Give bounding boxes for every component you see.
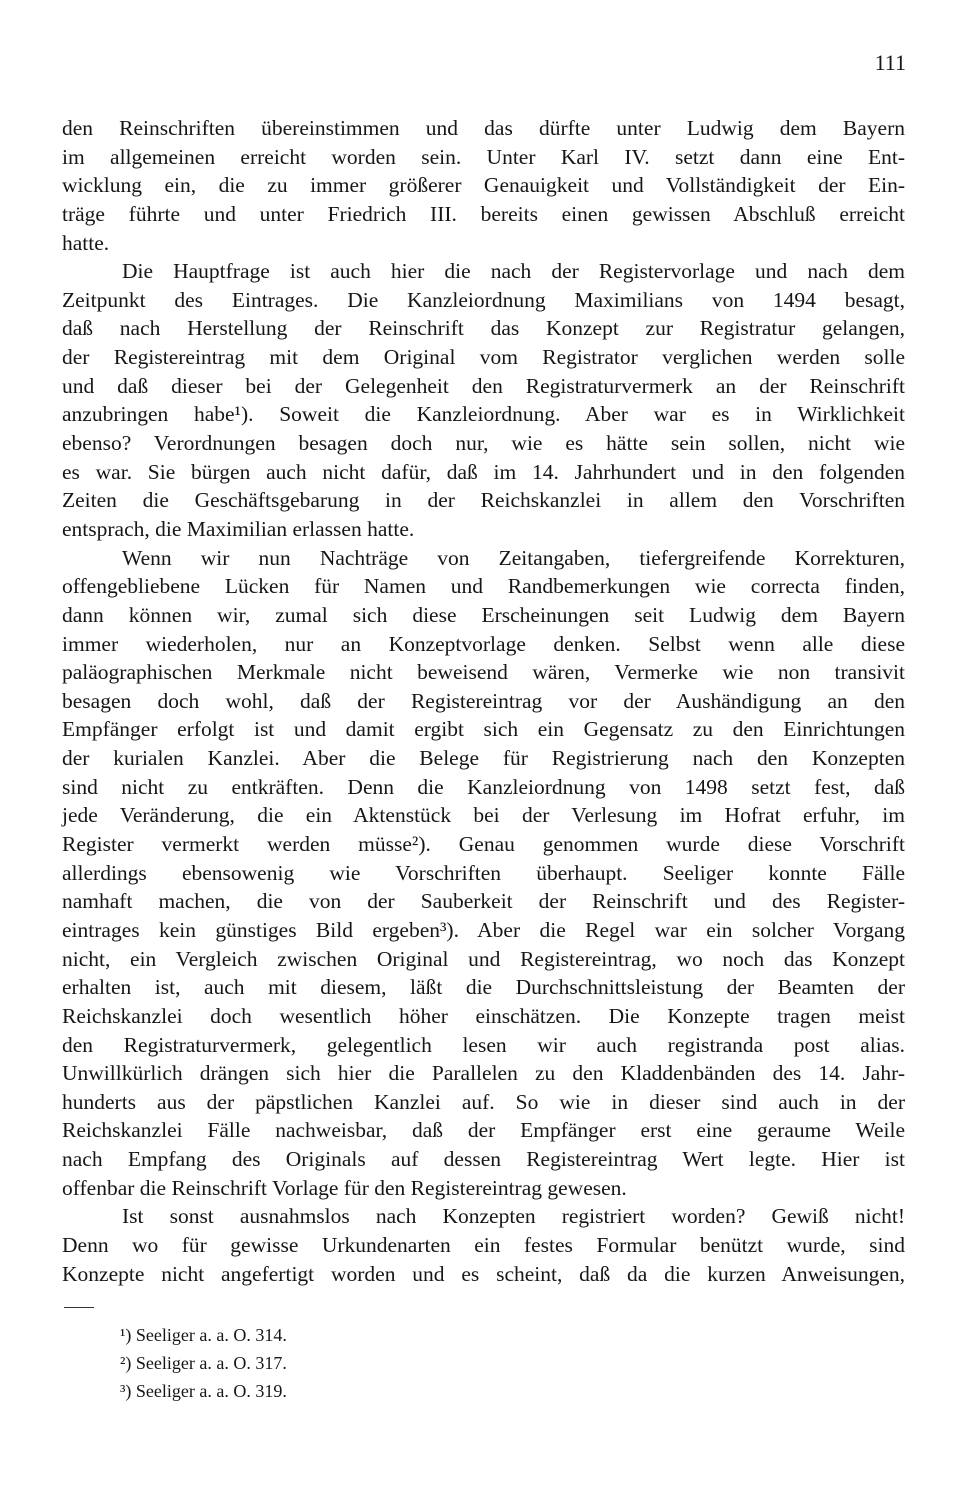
- text-line: Zeitpunkt des Eintrages. Die Kanzleiordnung Maximilians von 1494 besagt,: [62, 287, 905, 312]
- text-line: dann können wir, zumal sich diese Erscheinungen seit Ludwig dem Bayern: [62, 602, 905, 627]
- text-line: Empfänger erfolgt ist und damit ergibt sich ein Gegensatz zu den Einrichtungen: [62, 717, 905, 742]
- text-line: jede Veränderung, die ein Aktenstück bei der Verlesung im Hofrat erfuhr, im: [62, 803, 905, 828]
- text-line: der kurialen Kanzlei. Aber die Belege für Registrierung nach den Konzepten: [62, 746, 905, 771]
- text-line: der Registereintrag mit dem Original vom Registrator verglichen werden solle: [62, 345, 905, 370]
- text-line: und daß dieser bei der Gelegenheit den Registraturvermerk an der Reinschrift: [62, 373, 905, 398]
- text-line: ebenso? Verordnungen besagen doch nur, wie es hätte sein sollen, nicht wie: [62, 431, 905, 456]
- footnotes: [120, 1321, 287, 1405]
- text-line: Reichskanzlei Fälle nachweisbar, daß der Empfänger erst eine geraume Weile: [62, 1118, 905, 1143]
- text-line: Register vermerkt werden müsse²). Genau genommen wurde diese Vorschrift: [62, 832, 905, 857]
- text-line: anzubringen habe¹). Soweit die Kanzleiordnung. Aber war es in Wirklichkeit: [62, 402, 905, 427]
- text-line: träge führte und unter Friedrich III. bereits einen gewissen Abschluß erreicht: [62, 201, 905, 226]
- footnote-1: ¹) Seeliger a. a. O. 314.: [120, 1325, 287, 1345]
- text-line: hunderts aus der päpstlichen Kanzlei auf. So wie in dieser sind auch in der: [62, 1089, 905, 1114]
- text-line: hatte.: [62, 230, 110, 255]
- footnote-2: ²) Seeliger a. a. O. 317.: [120, 1353, 287, 1373]
- text-line: eintrages kein günstiges Bild ergeben³). Aber die Regel war ein solcher Vorgang: [62, 917, 905, 942]
- text-line: Zeiten die Geschäftsgebarung in der Reichskanzlei in allem den Vorschriften: [62, 488, 905, 513]
- text-line: nach Empfang des Originals auf dessen Registereintrag Wert legte. Hier ist: [62, 1147, 905, 1172]
- text-line: entsprach, die Maximilian erlassen hatte.: [62, 516, 415, 541]
- text-line: im allgemeinen erreicht worden sein. Unter Karl IV. setzt dann eine Ent-: [62, 144, 905, 169]
- text-line: immer wiederholen, nur an Konzeptvorlage denken. Selbst wenn alle diese: [62, 631, 905, 656]
- text-line: offengebliebene Lücken für Namen und Randbemerkungen wie correcta finden,: [62, 574, 905, 599]
- text-line: Reichskanzlei doch wesentlich höher einschätzen. Die Konzepte tragen meist: [62, 1003, 905, 1028]
- footnote-3: ³) Seeliger a. a. O. 319.: [120, 1381, 287, 1401]
- text-line: allerdings ebensowenig wie Vorschriften überhaupt. Seeliger konnte Fälle: [62, 860, 905, 885]
- text-line: Wenn wir nun Nachträge von Zeitangaben, tiefergreifende Korrekturen,: [122, 545, 905, 570]
- text-line: Unwillkürlich drängen sich hier die Parallelen zu den Kladdenbänden des 14. Jahr-: [62, 1061, 905, 1086]
- text-line: wicklung ein, die zu immer größerer Genauigkeit und Vollständigkeit der Ein-: [62, 173, 905, 198]
- text-line: Ist sonst ausnahmslos nach Konzepten registriert worden? Gewiß nicht!: [122, 1204, 905, 1229]
- text-line: es war. Sie bürgen auch nicht dafür, daß im 14. Jahrhundert und in den folgenden: [62, 459, 905, 484]
- text-line: nicht, ein Vergleich zwischen Original und Registereintrag, wo noch das Konzept: [62, 946, 905, 971]
- text-line: Die Hauptfrage ist auch hier die nach der Registervorlage und nach dem: [122, 259, 905, 284]
- text-line: daß nach Herstellung der Reinschrift das Konzept zur Registratur gelangen,: [62, 316, 905, 341]
- body-text: [62, 114, 905, 1288]
- text-line: erhalten ist, auch mit diesem, läßt die Durchschnittsleistung der Beamten der: [62, 975, 905, 1000]
- text-line: offenbar die Reinschrift Vorlage für den Registereintrag gewesen.: [62, 1175, 627, 1200]
- text-line: namhaft machen, die von der Sauberkeit der Reinschrift und des Register-: [62, 889, 905, 914]
- text-line: besagen doch wohl, daß der Registereintrag vor der Aushändigung an den: [62, 688, 905, 713]
- text-line: Konzepte nicht angefertigt worden und es scheint, daß da die kurzen Anweisungen,: [62, 1261, 905, 1286]
- text-line: Denn wo für gewisse Urkundenarten ein festes Formular benützt wurde, sind: [62, 1232, 905, 1257]
- text-line: den Registraturvermerk, gelegentlich lesen wir auch registranda post alias.: [62, 1032, 905, 1057]
- footnote-divider: [64, 1307, 94, 1308]
- text-line: paläographischen Merkmale nicht beweisend wären, Vermerke wie non transivit: [62, 660, 905, 685]
- page-number: 111: [874, 50, 906, 75]
- text-line: sind nicht zu entkräften. Denn die Kanzleiordnung von 1498 setzt fest, daß: [62, 774, 905, 799]
- text-line: den Reinschriften übereinstimmen und das dürfte unter Ludwig dem Bayern: [62, 116, 905, 140]
